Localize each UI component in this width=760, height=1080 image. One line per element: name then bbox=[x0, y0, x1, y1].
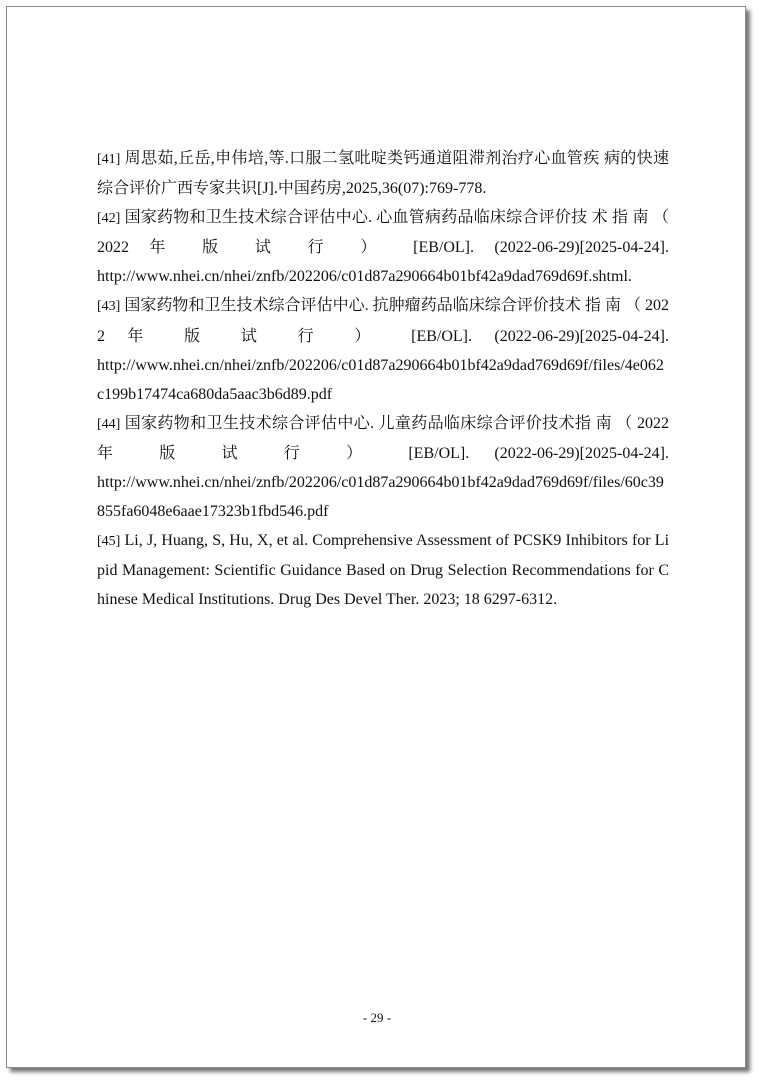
reference-text: 国家药物和卫生技术综合评估中心. 抗肿瘤药品临床综合评价技术 bbox=[124, 297, 581, 315]
reference-number: [44] bbox=[97, 416, 121, 432]
reference-url-suffix: shtml. bbox=[592, 268, 632, 286]
reference-text: Inhibitors for Lipid Management: Scientific Guidance Based on Drug bbox=[97, 532, 670, 580]
reference-44 bbox=[97, 409, 669, 526]
reference-43 bbox=[97, 291, 669, 408]
reference-url: http://www.nhei.cn/nhei/znfb/202206/c01d87a290664b01bf42a9dad769d69f/ bbox=[97, 474, 593, 492]
reference-text: 南 （ 2022 年 版 试 行 ） [EB/OL]. (2022-06-29)[2025-04-24]. bbox=[97, 414, 670, 462]
reference-41 bbox=[97, 144, 669, 203]
reference-url-suffix: files/4e062c199b17474ca680da5aac3b6d89.pdf bbox=[97, 356, 664, 403]
reference-url: http://www.nhei.cn/nhei/znfb/202206/c01d87a290664b01bf42a9dad769d69f/ bbox=[97, 356, 593, 374]
document-page bbox=[6, 6, 746, 1068]
reference-url-suffix: files/60c39855fa6048e6aae17323b1fbd546.pdf bbox=[97, 474, 664, 521]
reference-42 bbox=[97, 203, 669, 291]
reference-text: 周思茹,丘岳,申伟培,等.口服二氢吡啶类钙通道阻滞剂治疗心血管疾 bbox=[124, 150, 600, 167]
reference-number: [45] bbox=[97, 534, 121, 550]
reference-number: [41] bbox=[97, 152, 121, 167]
reference-number: [42] bbox=[97, 211, 121, 227]
reference-text: Devel Ther. 2023; 18 6297-6312. bbox=[344, 591, 558, 609]
reference-text: 国家药物和卫生技术综合评估中心. 儿童药品临床综合评价技术指 bbox=[124, 414, 592, 432]
reference-45 bbox=[97, 526, 669, 614]
reference-text: 指 南 （ 2022 年 版 试 行 ） [EB/OL]. (2022-06-29)[2025-04-24]. bbox=[97, 297, 670, 345]
reference-url: http://www.nhei.cn/nhei/znfb/202206/c01d87a290664b01bf42a9dad769d69f. bbox=[97, 268, 593, 286]
page-number: - 29 - bbox=[362, 1010, 392, 1025]
reference-text: 术 指 南 （ 2022 年 版 试 行 ） [EB/OL]. (2022-06-29)[2025-04-24]. bbox=[97, 209, 669, 257]
reference-text: Li, J, Huang, S, Hu, X, et al. Comprehensive Assessment of PCSK9 bbox=[124, 532, 562, 550]
reference-text: 国家药物和卫生技术综合评估中心. 心血管病药品临床综合评价技 bbox=[124, 209, 588, 227]
reference-text: Selection Recommendations for Chinese Medical Institutions. Drug Des bbox=[97, 562, 670, 609]
reference-list bbox=[97, 144, 669, 615]
reference-text: 病的快速综合评价广西专家共识[J].中国药房,2025,36(07):769-778. bbox=[97, 150, 669, 198]
reference-number: [43] bbox=[97, 299, 121, 315]
